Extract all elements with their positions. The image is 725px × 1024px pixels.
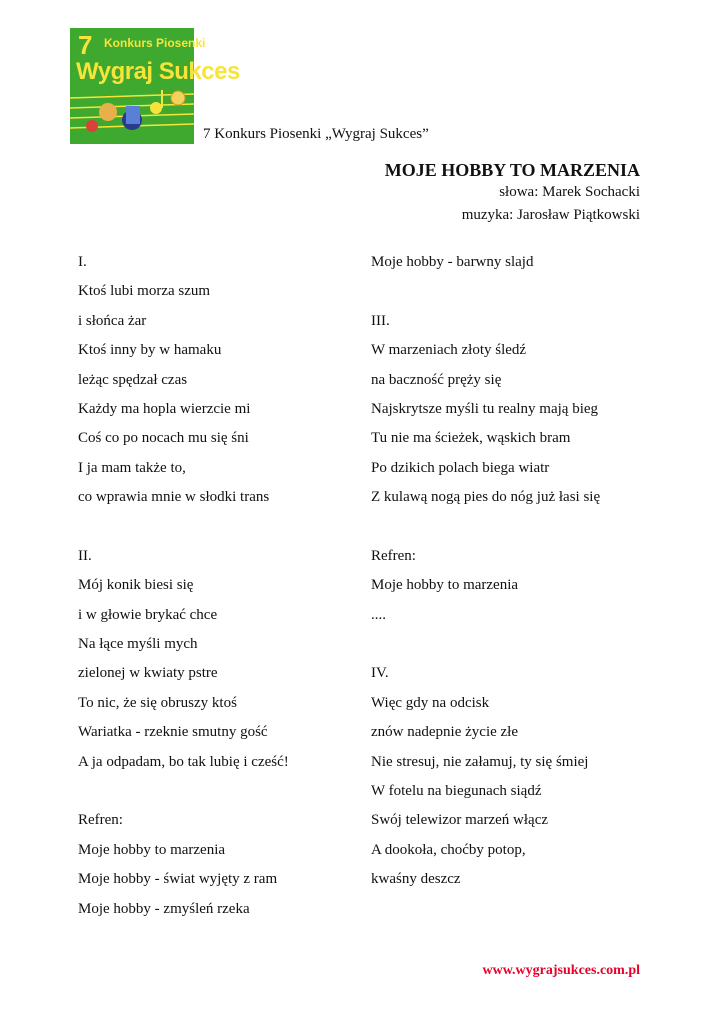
lyric-line: Refren: (78, 812, 123, 829)
lyric-line: znów nadepnie życie złe (371, 724, 519, 741)
lyric-line: Wariatka - rzeknie smutny gość (78, 724, 268, 741)
logo-text-wygraj-sukces: Wygraj Sukces (76, 58, 240, 85)
lyric-line: Najskrytsze myśli tu realny mają bieg (371, 400, 599, 417)
lyric-line: .... (371, 606, 386, 623)
lyric-line: Coś co po nocach mu się śni (78, 430, 249, 447)
lyric-line: II. (78, 547, 92, 564)
lyric-line: Na łące myśli mych (78, 636, 198, 653)
lyric-line: Moje hobby to marzenia (78, 841, 226, 858)
lyric-line: A ja odpadam, bo tak lubię i cześć! (78, 753, 289, 770)
stanza-spacer (371, 634, 600, 663)
stanza-spacer (371, 281, 600, 310)
lyrics-credit: słowa: Marek Sochacki (499, 184, 640, 200)
lyric-line: Mój konik biesi się (78, 577, 194, 594)
lyric-line: W fotelu na biegunach siądź (371, 783, 542, 800)
stanza-spacer (78, 517, 289, 546)
lyric-line: na baczność pręży się (371, 371, 502, 388)
lyrics-column-right (371, 252, 600, 899)
lyric-line: III. (371, 312, 390, 329)
lyric-line: Moje hobby - barwny slajd (371, 254, 534, 270)
lyric-line: zielonej w kwiaty pstre (78, 665, 218, 682)
lyric-line: IV. (371, 665, 389, 682)
lyric-line: I ja mam także to, (78, 459, 186, 476)
lyric-line: Nie stresuj, nie załamuj, ty się śmiej (371, 753, 589, 770)
lyric-line: I. (78, 254, 87, 270)
lyric-line: i słońca żar (78, 312, 147, 329)
website-url[interactable]: www.wygrajsukces.com.pl (482, 963, 640, 978)
logo-text-konkurs: Konkurs Piosenki (104, 36, 206, 50)
lyric-line: Ktoś lubi morza szum (78, 283, 211, 300)
logo-number: 7 (78, 30, 93, 60)
lyric-line: Moje hobby to marzenia (371, 577, 519, 594)
song-title: MOJE HOBBY TO MARZENIA (384, 160, 640, 180)
lyric-line: Ktoś inny by w hamaku (78, 342, 222, 359)
lyric-line: Więc gdy na odcisk (371, 694, 490, 711)
stanza-spacer (371, 517, 600, 546)
lyric-line: Z kulawą nogą pies do nóg już łasi się (371, 489, 601, 506)
lyrics-column-left (78, 252, 289, 928)
stanza-spacer (78, 781, 289, 810)
lyric-line: Refren: (371, 547, 416, 564)
lyric-line: To nic, że się obruszy ktoś (78, 694, 237, 711)
lyric-line: co wprawia mnie w słodki trans (78, 489, 270, 506)
lyric-line: kwaśny deszcz (371, 871, 461, 888)
lyric-line: Tu nie ma ścieżek, wąskich bram (371, 430, 571, 447)
lyric-line: i w głowie brykać chce (78, 606, 218, 623)
lyric-line: Każdy ma hopla wierzcie mi (78, 400, 251, 417)
lyric-line: leżąc spędzał czas (78, 371, 188, 388)
lyric-line: Moje hobby - zmyśleń rzeka (78, 900, 250, 917)
lyric-line: Moje hobby - świat wyjęty z ram (78, 871, 278, 888)
lyric-line: Po dzikich polach biega wiatr (371, 459, 550, 476)
lyric-line: A dookoła, choćby potop, (371, 841, 526, 858)
lyric-line: Swój telewizor marzeń włącz (371, 812, 549, 829)
music-credit: muzyka: Jarosław Piątkowski (461, 207, 640, 223)
contest-subtitle: 7 Konkurs Piosenki „Wygraj Sukces” (203, 126, 429, 142)
lyric-line: W marzeniach złoty śledź (371, 342, 527, 359)
contest-logo (70, 28, 240, 144)
